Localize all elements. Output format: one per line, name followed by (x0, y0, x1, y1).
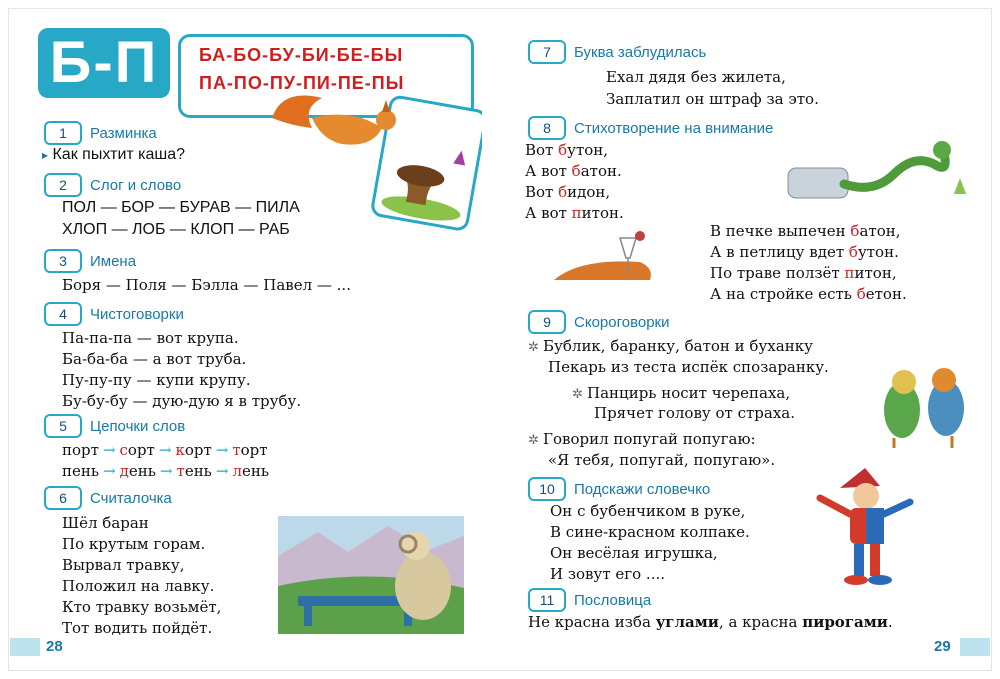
attention-poem-line: А вот батон. (525, 162, 622, 180)
section-number: 2 (44, 173, 82, 197)
section-4-header (44, 302, 184, 326)
changed-letter: т (232, 441, 241, 459)
chain-word: орт (184, 441, 212, 459)
counting-rhyme-line: Шёл баран (62, 514, 149, 532)
section-number: 9 (528, 310, 566, 334)
section-7-header (528, 40, 706, 64)
section-3-header (44, 249, 136, 273)
arrow-right-icon: → (215, 441, 229, 459)
counting-rhyme-line: Положил на лавку. (62, 577, 215, 595)
names-line: Боря — Поля — Бэлла — Павел — ... (62, 276, 351, 294)
section-number: 3 (44, 249, 82, 273)
tongue-twister-line: Прячет голову от страха. (594, 404, 796, 422)
syllable-words-line-1: ПОЛ — БОР — БУРАВ — ПИЛА (62, 199, 300, 216)
poem-line: Ехал дядя без жилета, (606, 68, 786, 86)
section-title: Цепочки слов (90, 417, 186, 435)
counting-rhyme-line: Тот водить пойдёт. (62, 619, 213, 637)
section-number: 10 (528, 477, 566, 501)
section-number: 6 (44, 486, 82, 510)
attention-poem-line: Вот бутон, (525, 141, 609, 159)
tongue-twister-line: ✲ Говорил попугай попугаю: (528, 430, 756, 448)
section-10-header (528, 477, 710, 501)
word-chain-2 (62, 462, 269, 480)
tongue-twister-line: ✲ Панцирь носит черепаха, (572, 384, 791, 402)
word-chain-1 (62, 441, 268, 459)
asterisk-icon: ✲ (572, 387, 588, 402)
section-title: Стихотворение на внимание (574, 119, 774, 137)
section-title: Скороговорки (574, 313, 670, 331)
counting-rhyme-line: Вырвал травку, (62, 556, 185, 574)
arrow-right-icon: → (215, 462, 229, 480)
section-6-header (44, 486, 172, 510)
chain-word: пень (62, 462, 100, 480)
section-number: 7 (528, 40, 566, 64)
section-title: Слог и слово (90, 176, 182, 194)
changed-letter: с (119, 441, 128, 459)
page-number-right: 29 (934, 638, 951, 655)
chain-word: порт (62, 441, 99, 459)
attention-poem-line: А на стройке есть бетон. (710, 285, 907, 303)
question-line (42, 146, 185, 164)
syllables-line-1: БА-БО-БУ-БИ-БЕ-БЫ (199, 45, 404, 65)
changed-letter: т (176, 462, 185, 480)
section-title: Чистоговорки (90, 305, 184, 323)
section-title: Пословица (574, 591, 652, 609)
counting-rhyme-line: По крутым горам. (62, 535, 206, 553)
asterisk-icon: ✲ (528, 340, 544, 355)
jester-illustration (810, 468, 920, 588)
loaf-and-glass-illustration (550, 228, 660, 288)
attention-poem-line: В печке выпечен батон, (710, 222, 901, 240)
section-number: 4 (44, 302, 82, 326)
tongue-twister-line: «Я тебя, попугай, попугаю». (548, 451, 776, 469)
changed-letter: л (232, 462, 242, 480)
riddle-line: Он весёлая игрушка, (550, 544, 718, 562)
tongue-twister-line: ✲ Бублик, баранку, батон и буханку (528, 337, 813, 355)
page-number-bar-left (10, 638, 40, 656)
attention-poem-line: А вот питон. (525, 204, 624, 222)
chain-word: ень (241, 462, 270, 480)
syllables-line-2: ПА-ПО-ПУ-ПИ-ПЕ-ПЫ (199, 73, 405, 93)
section-title: Буква заблудилась (574, 43, 707, 61)
chain-word: орт (127, 441, 155, 459)
chain-word: ень (184, 462, 212, 480)
section-5-header (44, 414, 185, 438)
attention-poem-line: Вот бидон, (525, 183, 611, 201)
proverb-line: Не красна изба углами, а красна пирогами. (528, 613, 893, 631)
tongue-twister-line: Бу-бу-бу — дую-дую я в трубу. (62, 392, 302, 410)
section-9-header (528, 310, 670, 334)
arrow-right-icon: → (158, 441, 172, 459)
tongue-twister-line: Пекарь из теста испёк спозаранку. (548, 358, 829, 376)
arrow-right-icon: → (103, 462, 116, 480)
python-can-illustration (784, 134, 974, 214)
parrots-illustration (874, 360, 974, 450)
asterisk-icon: ✲ (528, 433, 544, 448)
section-number: 8 (528, 116, 566, 140)
attention-poem-line: А в петлицу вдет бутон. (710, 243, 899, 261)
changed-letter: к (175, 441, 185, 459)
section-2-header (44, 173, 181, 197)
tongue-twister-line: Ба-ба-ба — а вот труба. (62, 350, 247, 368)
chain-word: ень (128, 462, 156, 480)
section-8-header (528, 116, 773, 140)
riddle-line: И зовут его .... (550, 565, 666, 583)
letters-badge: Б-П (38, 28, 170, 98)
section-number: 5 (44, 414, 82, 438)
section-1-header (44, 121, 157, 145)
syllable-words-line-2: ХЛОП — ЛОБ — КЛОП — РАБ (62, 221, 290, 238)
section-number: 11 (528, 588, 566, 612)
attention-poem-line: По траве ползёт питон, (710, 264, 897, 282)
changed-letter: д (119, 462, 129, 480)
ram-illustration (278, 516, 464, 634)
counting-rhyme-line: Кто травку возьмёт, (62, 598, 222, 616)
arrow-right-icon: → (159, 462, 173, 480)
arrow-right-icon: → (102, 441, 116, 459)
tongue-twister-line: Пу-пу-пу — купи крупу. (62, 371, 251, 389)
riddle-line: В сине-красном колпаке. (550, 523, 750, 541)
section-11-header (528, 588, 651, 612)
section-title: Разминка (90, 124, 157, 142)
page-number-left: 28 (46, 638, 63, 655)
poem-line: Заплатил он штраф за это. (606, 90, 819, 108)
chain-word: орт (240, 441, 268, 459)
page-number-bar-right (960, 638, 990, 656)
section-title: Имена (90, 252, 137, 270)
section-title: Считалочка (90, 489, 172, 507)
tongue-twister-line: Па-па-па — вот крупа. (62, 329, 239, 347)
section-title: Подскажи словечко (574, 480, 711, 498)
riddle-line: Он с бубенчиком в руке, (550, 502, 746, 520)
question-text: Как пыхтит каша? (52, 146, 186, 163)
section-number: 1 (44, 121, 82, 145)
triangle-bullet-icon: ▸ (42, 148, 49, 162)
